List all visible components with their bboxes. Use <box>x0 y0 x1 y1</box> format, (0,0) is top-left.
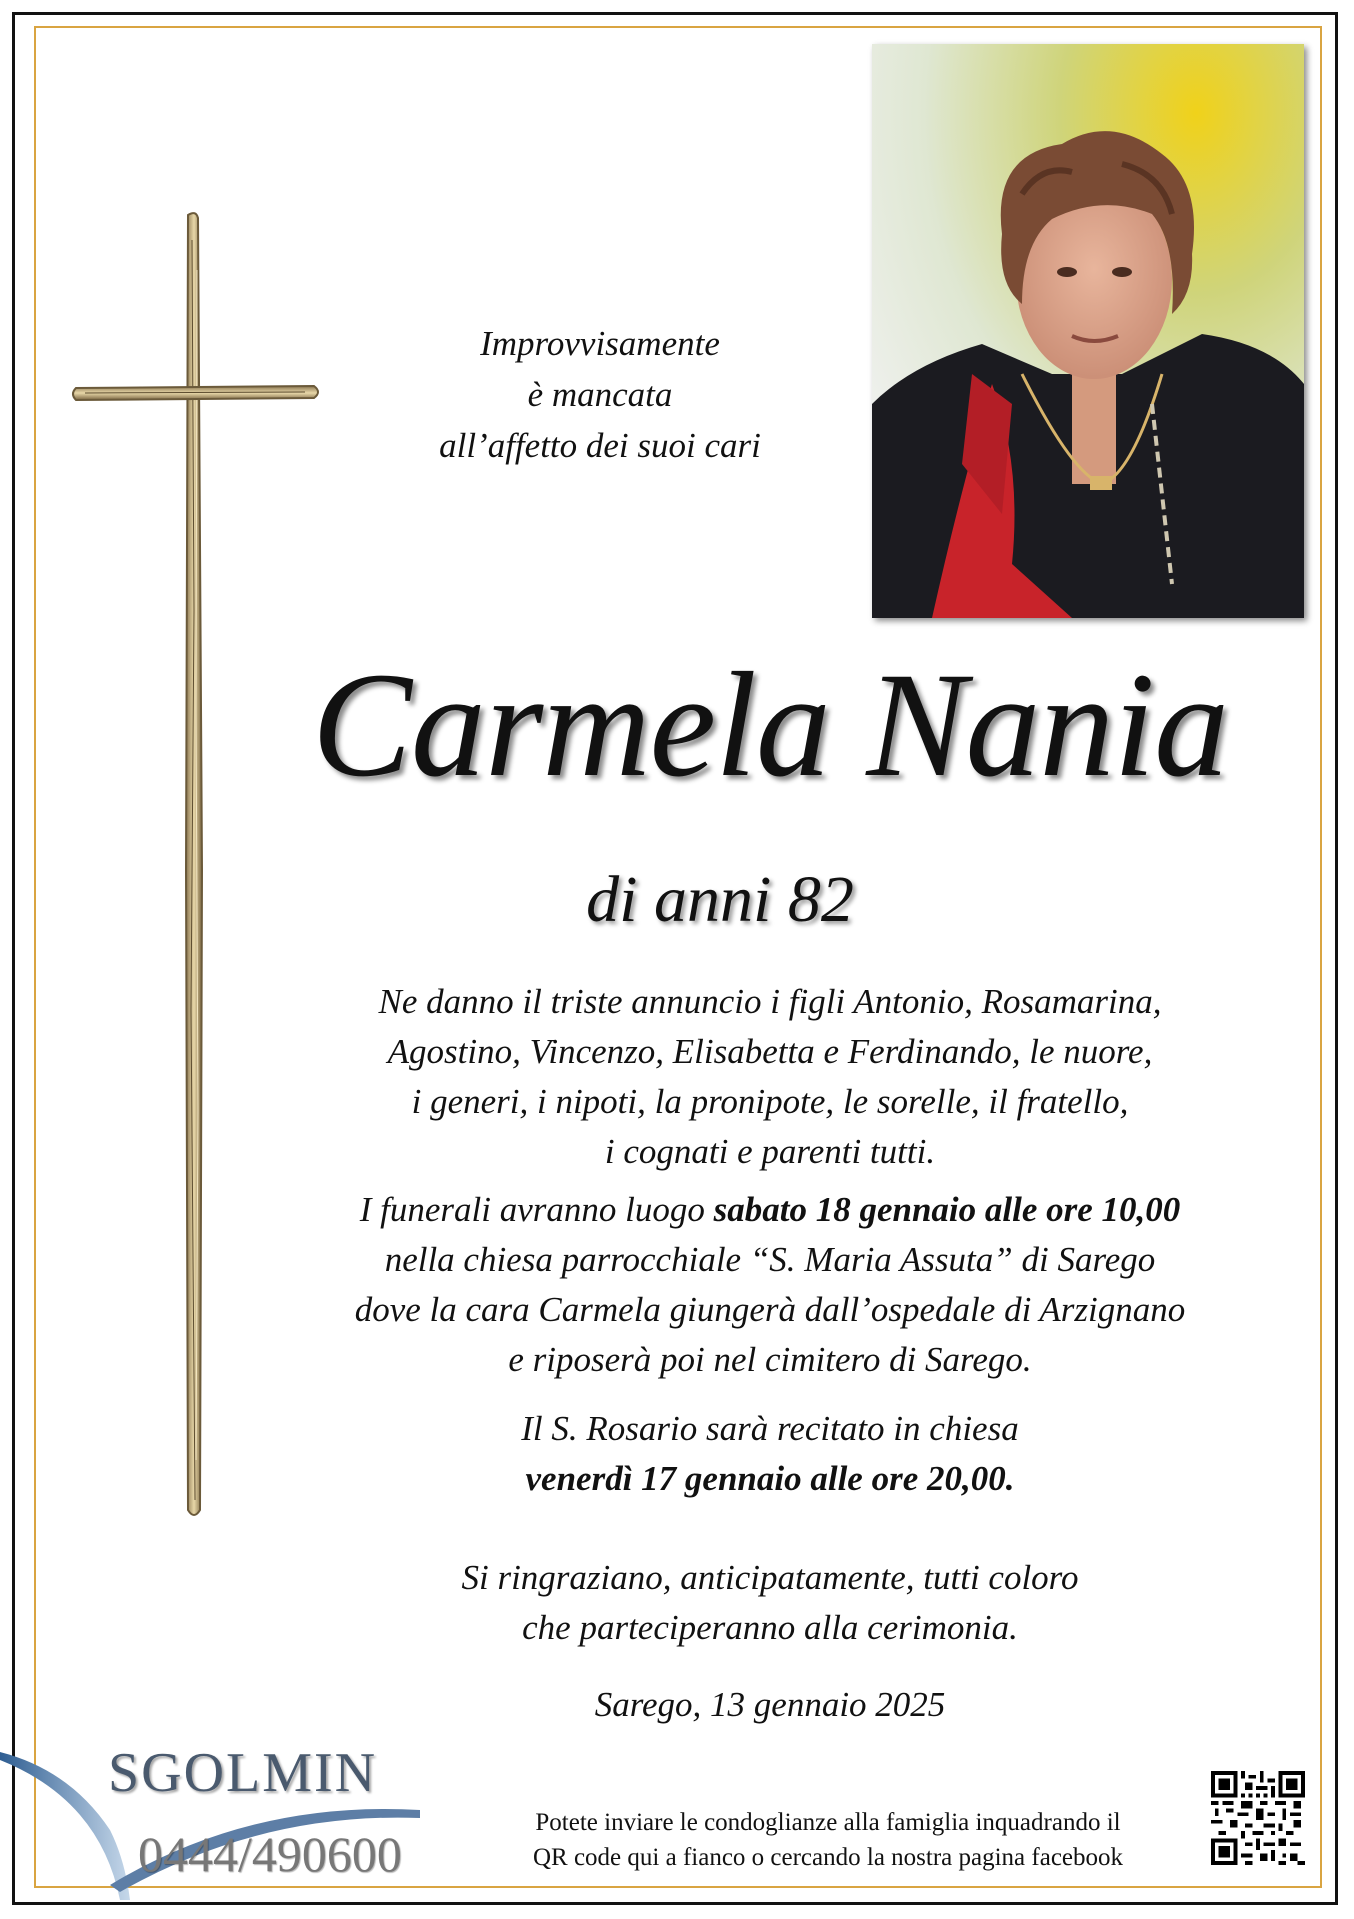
thanks-paragraph <box>260 1553 1280 1653</box>
funeral-datetime: sabato 18 gennaio alle ore 10,00 <box>713 1190 1181 1229</box>
condolence-line: Potete inviare le condoglianze alla famiglia inquadrando il <box>535 1809 1121 1836</box>
funeral-line: dove la cara Carmela giungerà dall’ospedale di Arzignano <box>354 1290 1186 1329</box>
funeral-line <box>260 1185 1280 1235</box>
announcement-line: i generi, i nipoti, la pronipote, le sorelle, il fratello, <box>411 1082 1129 1121</box>
condolence-line: QR code qui a fianco o cercando la nostra pagina facebook <box>532 1844 1124 1871</box>
intro-line: è mancata <box>527 375 673 414</box>
company-logo <box>0 1740 420 1900</box>
logo-name: SGOLMIN <box>108 1742 378 1804</box>
funeral-line: nella chiesa parrocchiale “S. Maria Assuta” di Sarego <box>384 1240 1156 1279</box>
place-date: Sarego, 13 gennaio 2025 <box>594 1685 946 1724</box>
announcement-line: Agostino, Vincenzo, Elisabetta e Ferdinando, le nuore, <box>387 1032 1153 1071</box>
funeral-paragraph <box>260 1185 1280 1385</box>
rosary-line <box>260 1454 1280 1504</box>
intro-line: all’affetto dei suoi cari <box>439 426 761 465</box>
rosary-datetime: venerdì 17 gennaio alle ore 20,00. <box>525 1459 1015 1498</box>
thanks-line: che parteciperanno alla cerimonia. <box>522 1608 1018 1647</box>
funeral-intro: I funerali avranno luogo <box>359 1190 714 1229</box>
announcement-paragraph <box>260 977 1280 1177</box>
thanks-line: Si ringraziano, anticipatamente, tutti coloro <box>461 1558 1079 1597</box>
intro-line: Improvvisamente <box>480 324 720 363</box>
condolence-note <box>468 1805 1188 1875</box>
intro-text <box>380 318 820 471</box>
deceased-age: di anni 82 <box>586 863 854 936</box>
announcement-line: i cognati e parenti tutti. <box>604 1132 936 1171</box>
announcement-line: Ne danno il triste annuncio i figli Antonio, Rosamarina, <box>378 982 1162 1021</box>
rosary-paragraph <box>260 1404 1280 1504</box>
deceased-name: Carmela Nania <box>311 642 1229 808</box>
rosary-line: Il S. Rosario sarà recitato in chiesa <box>521 1409 1019 1448</box>
funeral-line: e riposerà poi nel cimitero di Sarego. <box>508 1340 1032 1379</box>
portrait-photo <box>872 44 1304 618</box>
logo-phone: 0444/490600 <box>138 1826 402 1882</box>
qr-code-icon[interactable] <box>1211 1771 1305 1865</box>
